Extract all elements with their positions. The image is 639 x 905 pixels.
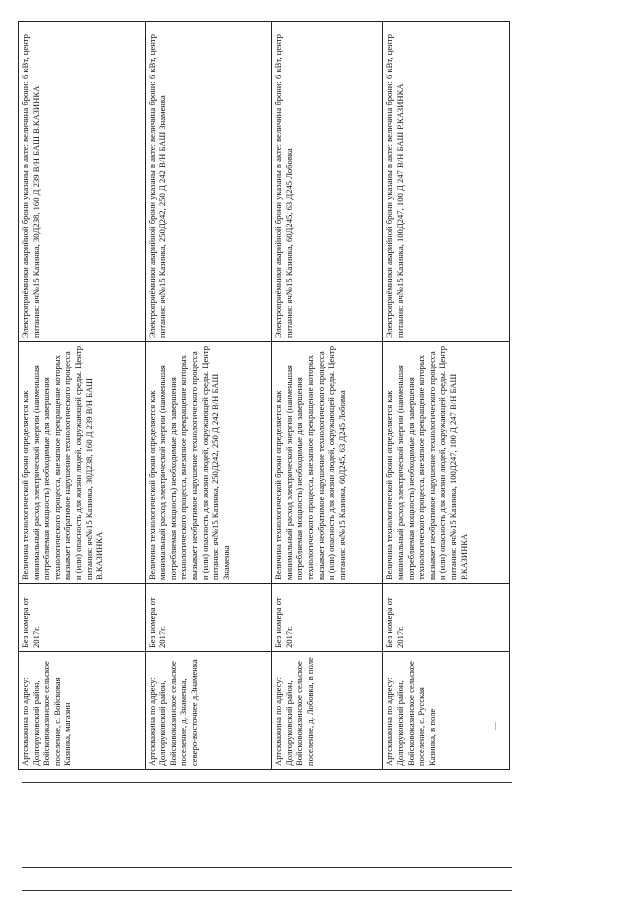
act-number-cell: Без номера от 2017г.	[19, 584, 146, 652]
tech-reserve-cell: Величина технологической брони определяется как минимальный расход электрической энергии (наименьшая потребляемая мощность) необходимые для завершения технологического процесса, внезапное прекращение которых вызывает необратимое нарушение технологического процесса и (или) опасность для жизни людей, окружающей среды. Центр питания: яч№15 Казинка, 250Д242, 250 Д 242 В/Н БАШ Знаменка	[145, 342, 272, 584]
tech-reserve-cell: Величина технологической брони определяется как минимальный расход электрической энергии (наименьшая потребляемая мощность) необходимые для завершения технологического процесса, внезапное прекращение которых вызывает необратимое нарушение технологического процесса и (или) опасность для жизни людей, окружающей среды. Центр питания: яч№15 Казинка, 60Д245, 63 Д245 Лобовка	[272, 342, 383, 584]
emergency-reserve-cell: Электроприёмники аварийной брони указаны в акте: величина брони: 6 кВт, центр питания: яч№15 Казинка, 100Д247, 100 Д 247 В/Н БАШ Р.КАЗИНКА	[383, 22, 510, 342]
address-cell: Артскважина по адресу: Долгоруковский район, Войсковоказинское сельское поселение, д. Лобовка, в поле	[272, 652, 383, 770]
table-row	[145, 22, 272, 770]
address-cell: Артскважина по адресу: Долгоруковский район, Войсковоказинское сельское поселение, с. Войсковая Казинка, магазин	[19, 652, 146, 770]
divider-line	[22, 782, 512, 783]
address-cell: Артскважина по адресу: Долгоруковский район, Войсковоказинское сельское поселение, с. Русская Казинка, в поле	[383, 652, 510, 770]
table-row	[383, 22, 510, 770]
table-row	[272, 22, 383, 770]
address-cell: Артскважина по адресу: Долгоруковский район, Войсковоказинское сельское поселение, д. Знаменка, северо-восточнее д.Знаменка	[145, 652, 272, 770]
emergency-reserve-cell: Электроприёмники аварийной брони указаны в акте: величина брони: 6 кВт, центр питания: яч№15 Казинка, 30Д238, 160 Д 239 В/Н БАШ В.КАЗИНКА	[19, 22, 146, 342]
scan-mark	[495, 722, 496, 730]
tech-reserve-cell: Величина технологической брони определяется как минимальный расход электрической энергии (наименьшая потребляемая мощность) необходимые для завершения технологического процесса, внезапное прекращение которых вызывает необратимое нарушение технологического процесса и (или) опасность для жизни людей, окружающей среды. Центр питания: яч№15 Казинка, 30Д238, 160 Д 239 В/Н БАШ В.КАЗИНКА	[19, 342, 146, 584]
table-row	[19, 22, 146, 770]
emergency-reserve-cell: Электроприёмники аварийной брони указаны в акте: величина брони: 6 кВт, центр питания: яч№15 Казинка, 250Д242, 250 Д 242 В/Н БАШ Знаменка	[145, 22, 272, 342]
divider-line	[22, 867, 512, 868]
tech-reserve-cell: Величина технологической брони определяется как минимальный расход электрической энергии (наименьшая потребляемая мощность) необходимые для завершения технологического процесса, внезапное прекращение которых вызывает необратимое нарушение технологического процесса и (или) опасность для жизни людей, окружающей среды. Центр питания: яч№15 Казинка, 100Д247, 100 Д 247 В/Н БАШ Р.КАЗИНКА	[383, 342, 510, 584]
emergency-reserve-cell: Электроприёмники аварийной брони указаны в акте: величина брони: 6 кВт, центр питания: яч№15 Казинка, 60Д245, 63 Д245 Лобовка	[272, 22, 383, 342]
act-number-cell: Без номера от 2017г.	[272, 584, 383, 652]
divider-line	[22, 890, 512, 891]
rotated-table-container	[18, 22, 510, 770]
act-number-cell: Без номера от 2017г.	[383, 584, 510, 652]
act-number-cell: Без номера от 2017г.	[145, 584, 272, 652]
rotated-table	[18, 22, 510, 770]
backup-power-table	[18, 21, 510, 770]
